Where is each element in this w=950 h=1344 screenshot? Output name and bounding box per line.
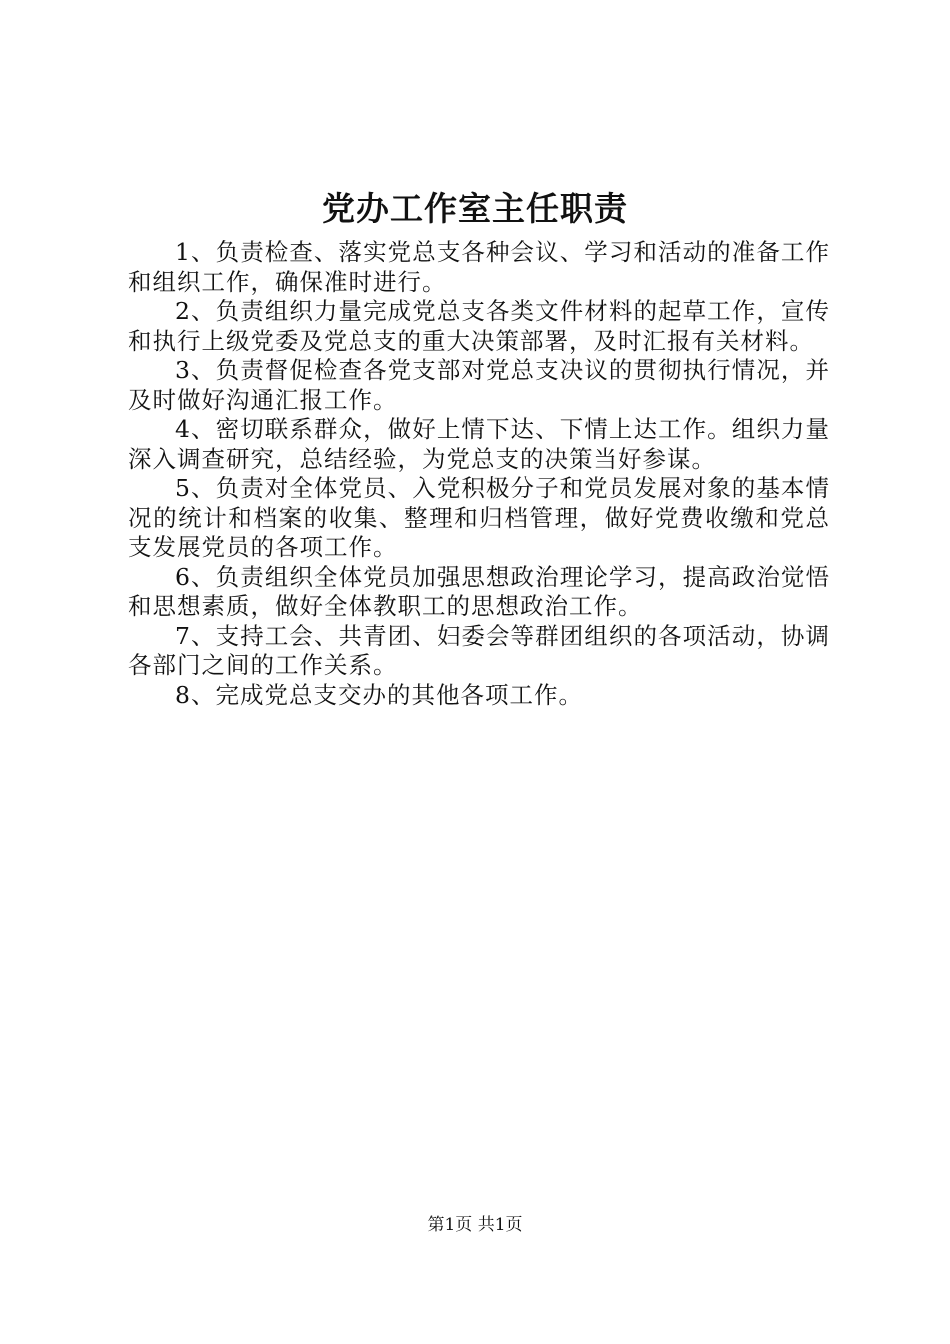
paragraph-5: 5、负责对全体党员、入党积极分子和党员发展对象的基本情况的统计和档案的收集、整理和归档管理，做好党费收缴和党总支发展党员的各项工作。 (128, 474, 830, 561)
paragraph-7: 7、支持工会、共青团、妇委会等群团组织的各项活动，协调各部门之间的工作关系。 (128, 621, 830, 679)
paragraph-8: 8、完成党总支交办的其他各项工作。 (175, 680, 583, 709)
paragraph-6: 6、负责组织全体党员加强思想政治理论学习，提高政治觉悟和思想素质，做好全体教职工的思想政治工作。 (128, 562, 830, 620)
paragraph-1: 1、负责检查、落实党总支各种会议、学习和活动的准备工作和组织工作，确保准时进行。 (128, 238, 830, 296)
paragraph-2: 2、负责组织力量完成党总支各类文件材料的起草工作，宣传和执行上级党委及党总支的重大决策部署，及时汇报有关材料。 (128, 297, 830, 355)
paragraph-4: 4、密切联系群众，做好上情下达、下情上达工作。组织力量深入调查研究，总结经验，为党总支的决策当好参谋。 (128, 415, 830, 473)
paragraph-3: 3、负责督促检查各党支部对党总支决议的贯彻执行情况，并及时做好沟通汇报工作。 (128, 356, 830, 414)
document-title: 党办工作室主任职责 (322, 189, 628, 228)
page-footer: 第1页 共1页 (427, 1215, 523, 1235)
document-body (128, 238, 830, 710)
